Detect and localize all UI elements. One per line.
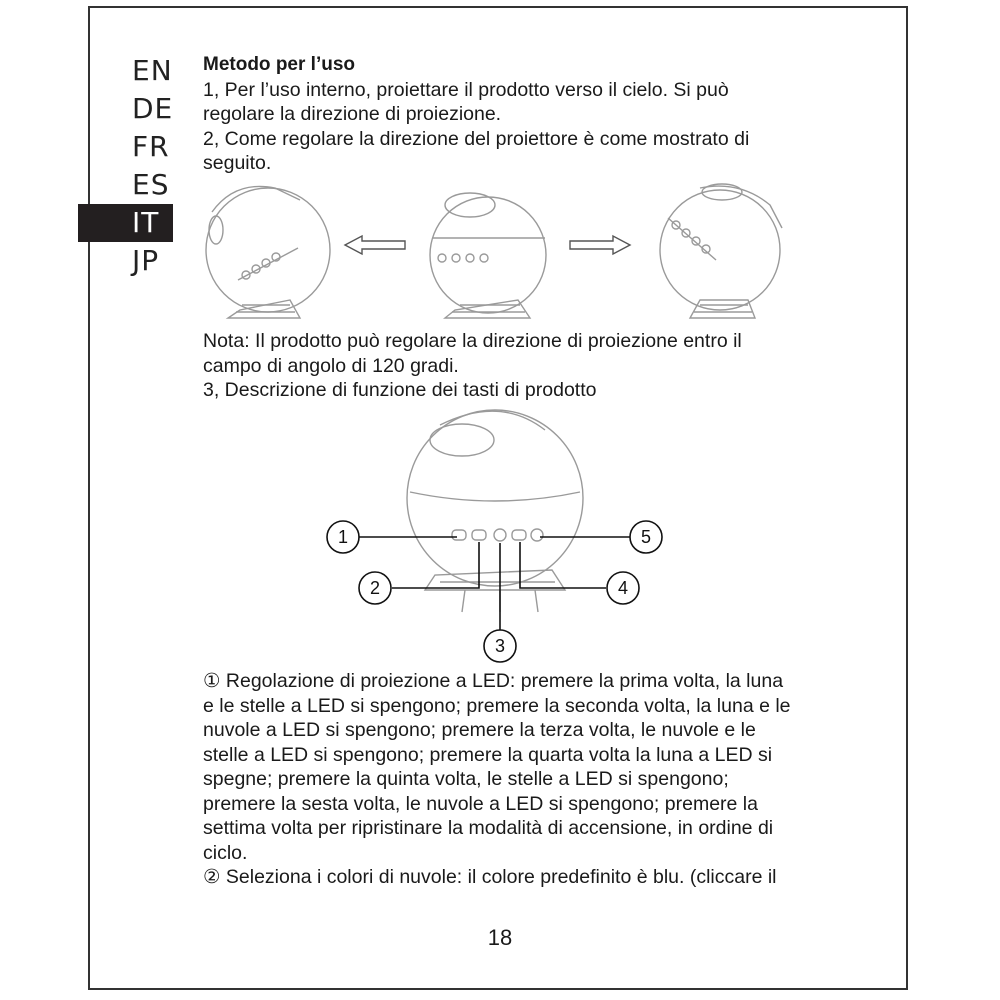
text-line: seguito. <box>203 152 272 174</box>
text-line: premere la sesta volta, le nuvole a LED si spengono; premere la <box>203 792 758 815</box>
text-line: ciclo. <box>203 841 248 864</box>
text-line: ② Seleziona i colori di nuvole: il colore predefinito è blu. (cliccare il <box>203 866 777 888</box>
lang-tab-fr[interactable]: FR <box>132 130 170 163</box>
callout-lines <box>359 537 630 630</box>
section-heading: Metodo per l’uso <box>203 54 355 75</box>
projector-tilted-left-illustration <box>206 186 330 318</box>
text-line: campo di angolo di 120 gradi. <box>203 354 459 377</box>
text-line: Nota: Il prodotto può regolare la direzione di proiezione entro il <box>203 330 742 352</box>
lang-tab-it[interactable]: IT <box>78 204 173 242</box>
lang-tab-es[interactable]: ES <box>132 168 170 201</box>
text-line: 2, Come regolare la direzione del proiettore è come mostrato di <box>203 127 750 150</box>
page-number: 18 <box>487 925 513 950</box>
arrow-right-icon <box>570 236 630 254</box>
callout-label-1: 1 <box>337 527 349 547</box>
text-line: stelle a LED si spengono; premere la quarta volta la luna a LED si <box>203 743 773 766</box>
text-line: e le stelle a LED si spengono; premere la seconda volta, la luna e le <box>203 694 791 717</box>
lang-tab-de[interactable]: DE <box>132 92 174 125</box>
button-descriptions <box>203 669 791 890</box>
lang-tab-en[interactable]: EN <box>132 54 173 87</box>
callout-label-2: 2 <box>369 578 381 598</box>
projector-buttons-illustration <box>407 410 583 612</box>
projector-upright-illustration <box>430 193 546 318</box>
text-line: spegne; premere la quinta volta, le stelle a LED si spengono; <box>203 768 729 790</box>
projector-tilted-right-illustration <box>660 184 782 318</box>
text-line: 1, Per l’uso interno, proiettare il prodotto verso il cielo. Si può <box>203 78 729 101</box>
text-line: regolare la direzione di proiezione. <box>203 103 502 125</box>
lang-tab-jp[interactable]: JP <box>132 244 160 277</box>
text-line: ① Regolazione di proiezione a LED: premere la prima volta, la luna <box>203 670 784 692</box>
arrow-left-icon <box>345 236 405 254</box>
callout-label-5: 5 <box>640 527 652 547</box>
callout-label-3: 3 <box>494 636 506 656</box>
text-line: settima volta per ripristinare la modalità di accensione, in ordine di <box>203 817 774 839</box>
note-block <box>203 329 742 403</box>
text-line: nuvole a LED si spengono; premere la terza volta, le nuvole e le <box>203 719 756 741</box>
callout-label-4: 4 <box>617 578 629 598</box>
text-line: 3, Descrizione di funzione dei tasti di prodotto <box>203 379 597 401</box>
